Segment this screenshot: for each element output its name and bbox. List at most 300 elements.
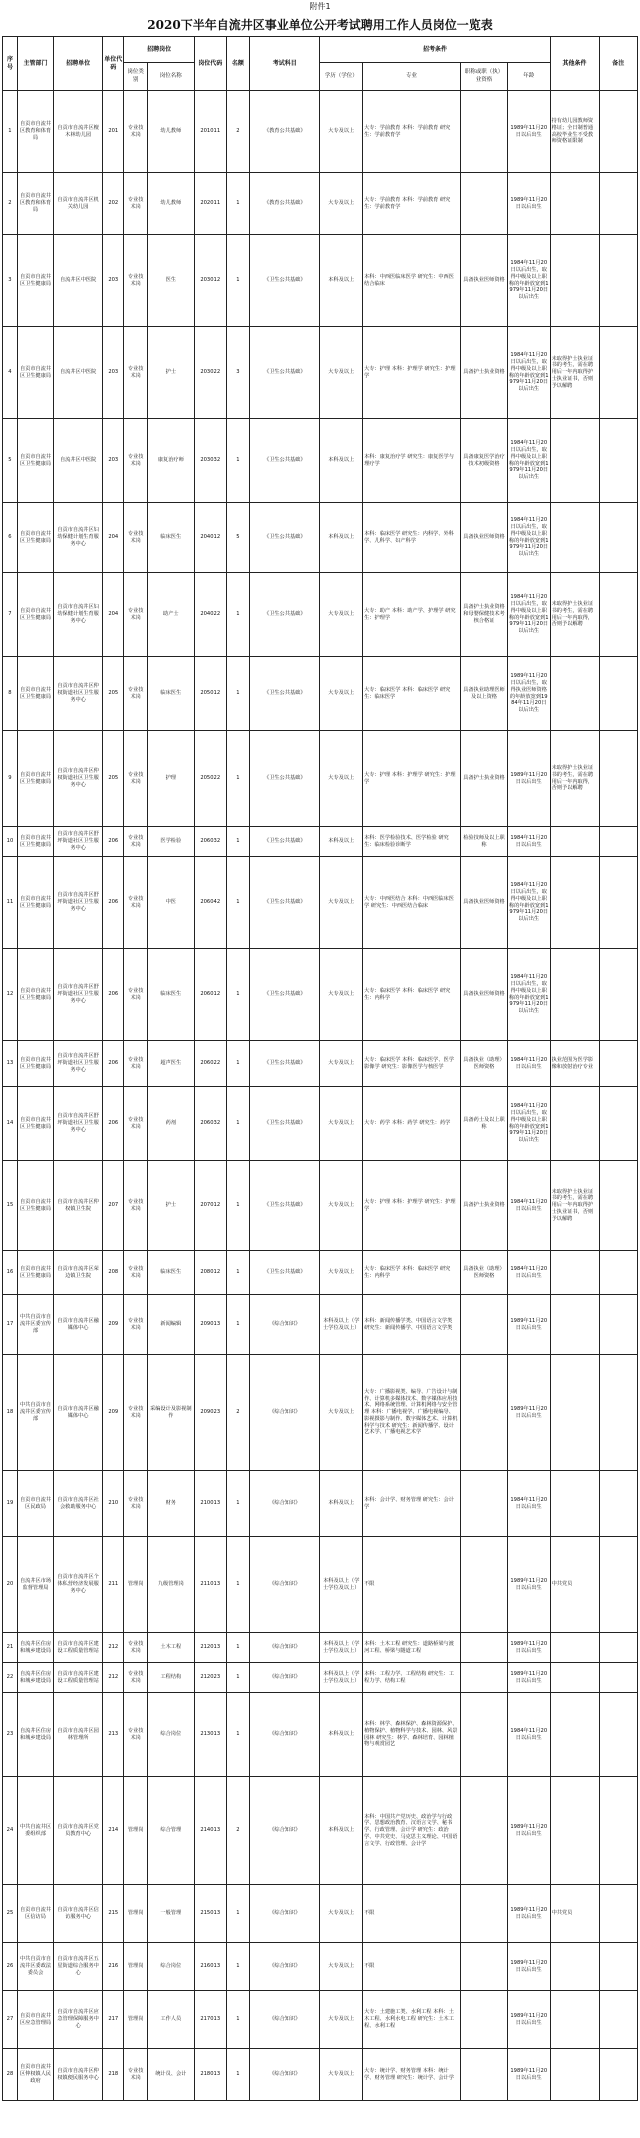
cell-pcode: 206042 [194,857,226,949]
cell-remark [599,503,637,573]
cell-pcode: 217013 [194,1991,226,2049]
cell-type: 专业技术岗 [124,1693,147,1777]
cell-pcode: 211013 [194,1537,226,1633]
cell-age: 1989年11月20日以后出生 [507,731,550,827]
cell-name: 统计员、会计 [147,2049,194,2101]
cell-dept: 自流井区住房和城乡建设局 [17,1663,53,1693]
cell-remark [599,1295,637,1355]
cell-unit: 自贡市自流井区仲权街道社区卫生服务中心 [54,657,103,731]
cell-quota: 1 [226,1471,249,1537]
annex-label: 附件1 [309,2,331,11]
cell-title: 具备护士执业资格 [461,1161,508,1251]
cell-title: 具备执业医师资格 [461,235,508,327]
cell-pcode: 216013 [194,1943,226,1991]
cell-edu: 大专及以上 [320,573,363,657]
cell-type: 专业技术岗 [124,173,147,235]
cell-major: 大专：护理 本科：护理学 研究生：护理学 [363,731,461,827]
cell-other [550,827,599,857]
cell-edu: 本科及以上（学士学位及以上） [320,1633,363,1663]
cell-title [461,1633,508,1663]
cell-type: 专业技术岗 [124,1663,147,1693]
cell-code: 215 [103,1885,124,1943]
cell-major: 大专：临床医学 本科：临床医学 研究生：内科学 [363,1251,461,1295]
cell-exam: 《卫生公共基础》 [250,857,320,949]
table-row [3,1693,638,1777]
cell-dept: 中共自贡市自流井区委宣传部 [17,1355,53,1471]
cell-title [461,1663,508,1693]
cell-code: 209 [103,1355,124,1471]
cell-other: 未取得护士执业证书的考生，需在聘用后一年内取得护士执业证书，否则予以解聘 [550,1161,599,1251]
cell-pcode: 203022 [194,327,226,419]
cell-type: 专业技术岗 [124,1471,147,1537]
cell-remark [599,1251,637,1295]
cell-unit: 自贡市自流井区社会救助服务中心 [54,1471,103,1537]
cell-quota: 1 [226,1537,249,1633]
cell-dept: 自流井区住房和城乡建设局 [17,1693,53,1777]
cell-dept: 自贡市自流井区教育和体育局 [17,91,53,173]
cell-dept: 自贡市自流井区应急管理局 [17,1991,53,2049]
cell-name: 综合岗位 [147,1693,194,1777]
table-row [3,1295,638,1355]
cell-exam: 《综合知识》 [250,1355,320,1471]
cell-edu: 大专及以上 [320,327,363,419]
cell-title: 具备护士执业资格和母婴保健技术考核合格证 [461,573,508,657]
cell-name: 综合岗位 [147,1943,194,1991]
cell-code: 207 [103,1161,124,1251]
cell-quota: 1 [226,1633,249,1663]
cell-pcode: 218013 [194,2049,226,2101]
cell-code: 201 [103,91,124,173]
cell-quota: 3 [226,327,249,419]
cell-no: 3 [3,235,18,327]
cell-other: 中共党员 [550,1537,599,1633]
cell-age: 1989年11月20日以后出生 [507,1885,550,1943]
cell-code: 202 [103,173,124,235]
cell-quota: 1 [226,1943,249,1991]
table-row [3,1041,638,1087]
cell-pcode: 206032 [194,827,226,857]
cell-name: 临床医生 [147,657,194,731]
cell-name: 土木工程 [147,1633,194,1663]
cell-age: 1984年11月20日以后出生，取得中级及以上职称的年龄放宽到1979年11月20日以后出生 [507,235,550,327]
cell-no: 25 [3,1885,18,1943]
table-row [3,657,638,731]
cell-no: 14 [3,1087,18,1161]
cell-age: 1989年11月20日以后出生 [507,1295,550,1355]
cell-other [550,2049,599,2101]
cell-name: 采编设计及影视制作 [147,1355,194,1471]
cell-type: 专业技术岗 [124,1633,147,1663]
cell-other [550,173,599,235]
col-major: 专业 [363,63,461,91]
table-row [3,1777,638,1885]
cell-age: 1984年11月20日以后出生 [507,1471,550,1537]
cell-title [461,1943,508,1991]
table-header [3,37,638,91]
cell-name: 医生 [147,235,194,327]
cell-age: 1984年11月20日以后出生 [507,1693,550,1777]
cell-quota: 1 [226,1885,249,1943]
cell-age: 1984年11月20日以后出生，取得中级及以上职称的年龄放宽到1979年11月20日以后出生 [507,503,550,573]
cell-edu: 本科及以上（学士学位及以上） [320,1663,363,1693]
cell-name: 财务 [147,1471,194,1537]
table-row [3,1943,638,1991]
cell-edu: 大专及以上 [320,1885,363,1943]
cell-no: 20 [3,1537,18,1633]
cell-edu: 本科及以上 [320,827,363,857]
cell-unit: 自贡市自流井区檀木林幼儿园 [54,91,103,173]
table-row [3,573,638,657]
cell-quota: 1 [226,857,249,949]
cell-remark [599,827,637,857]
cell-other [550,1693,599,1777]
cell-pcode: 206032 [194,1087,226,1161]
cell-name: 医学检验 [147,827,194,857]
cell-other [550,419,599,503]
cell-no: 9 [3,731,18,827]
cell-title: 具备执业医师资格 [461,503,508,573]
cell-pcode: 212013 [194,1633,226,1663]
cell-type: 专业技术岗 [124,949,147,1041]
cell-code: 213 [103,1693,124,1777]
col-remark: 备注 [599,37,637,91]
cell-exam: 《卫生公共基础》 [250,327,320,419]
cell-code: 203 [103,419,124,503]
cell-name: 助产士 [147,573,194,657]
cell-age: 1989年11月20日以后出生 [507,1633,550,1663]
cell-remark [599,1943,637,1991]
cell-remark [599,1885,637,1943]
cell-title [461,173,508,235]
cell-major: 大专：护理 本科：护理学 研究生：护理学 [363,327,461,419]
cell-no: 27 [3,1991,18,2049]
cell-pcode: 202011 [194,173,226,235]
cell-age: 1984年11月20日以后出生，取得中级及以上职称的年龄放宽到1979年11月20日以后出生 [507,1087,550,1161]
cell-code: 217 [103,1991,124,2049]
cell-other: 未取得护士执业证书的考生，需在聘用后一年内取得，否则予以解聘 [550,573,599,657]
cell-exam: 《卫生公共基础》 [250,235,320,327]
cell-pcode: 203012 [194,235,226,327]
table-row [3,327,638,419]
cell-no: 22 [3,1663,18,1693]
cell-type: 专业技术岗 [124,1251,147,1295]
cell-remark [599,573,637,657]
cell-age: 1984年11月20日以后出生，取得中级及以上职称的年龄放宽到1979年11月20日以后出生 [507,857,550,949]
cell-remark [599,949,637,1041]
cell-major: 不限 [363,1537,461,1633]
cell-name: 工程结构 [147,1663,194,1693]
cell-type: 专业技术岗 [124,857,147,949]
cell-pcode: 206022 [194,1041,226,1087]
cell-type: 专业技术岗 [124,2049,147,2101]
col-post-code: 岗位代码 [194,37,226,91]
cell-remark [599,235,637,327]
cell-no: 16 [3,1251,18,1295]
cell-title [461,1295,508,1355]
col-post-group: 招聘岗位 [124,37,194,63]
cell-name: 新闻编辑 [147,1295,194,1355]
cell-major: 大专：临床医学 本科：临床医学 研究生：临床医学 [363,657,461,731]
table-row [3,1633,638,1663]
cell-code: 212 [103,1633,124,1663]
cell-major: 不限 [363,1885,461,1943]
cell-age: 1989年11月20日以后出生，取得执业医师资格的年龄放宽到1984年11月20日以后出生 [507,657,550,731]
cell-unit: 自贡市自流井区信访服务中心 [54,1885,103,1943]
cell-exam: 《综合知识》 [250,1693,320,1777]
cell-dept: 自贡市自流井区民政局 [17,1471,53,1537]
cell-edu: 大专及以上 [320,1087,363,1161]
cell-type: 管理岗 [124,1537,147,1633]
cell-major: 大专：药学 本科：药学 研究生：药学 [363,1087,461,1161]
cell-unit: 自贡市自流井区舒坪街道社区卫生服务中心 [54,949,103,1041]
table-row [3,2049,638,2101]
cell-quota: 1 [226,1087,249,1161]
cell-remark [599,2049,637,2101]
cell-no: 8 [3,657,18,731]
cell-code: 206 [103,857,124,949]
cell-exam: 《综合知识》 [250,1537,320,1633]
cell-dept: 自贡市自流井区卫生健康局 [17,657,53,731]
cell-dept: 自贡市自流井区卫生健康局 [17,857,53,949]
cell-dept: 中共自贡市自流井区委政法委员会 [17,1943,53,1991]
table-row [3,503,638,573]
cell-dept: 自贡市自流井区卫生健康局 [17,327,53,419]
cell-remark [599,731,637,827]
col-dept: 主管部门 [17,37,53,91]
cell-type: 专业技术岗 [124,1161,147,1251]
cell-title [461,2049,508,2101]
cell-type: 专业技术岗 [124,1087,147,1161]
cell-major: 大专：统计学、财务管理 本科：统计学、财务管理 研究生：统计学、会计学 [363,2049,461,2101]
cell-unit: 自贡市自流井区党员教育中心 [54,1777,103,1885]
cell-dept: 自贡市自流井区教育和体育局 [17,173,53,235]
cell-name: 幼儿教师 [147,173,194,235]
cell-title: 具备康复医学治疗技术初级资格 [461,419,508,503]
table-row [3,173,638,235]
cell-name: 康复治疗师 [147,419,194,503]
cell-other [550,235,599,327]
table-row [3,857,638,949]
cell-unit: 自贡市自流井区舒坪街道社区卫生服务中心 [54,1087,103,1161]
cell-edu: 大专及以上 [320,857,363,949]
cell-pcode: 203032 [194,419,226,503]
cell-dept: 自贡市自流井区卫生健康局 [17,949,53,1041]
cell-quota: 2 [226,1777,249,1885]
cell-unit: 自贡市自流井区仲权镇便民服务中心 [54,2049,103,2101]
cell-exam: 《卫生公共基础》 [250,1251,320,1295]
cell-edu: 大专及以上 [320,1991,363,2049]
cell-type: 专业技术岗 [124,573,147,657]
cell-unit: 自贡市自流井区融媒体中心 [54,1355,103,1471]
cell-exam: 《综合知识》 [250,1471,320,1537]
cell-title: 具备执业医师资格 [461,949,508,1041]
cell-dept: 自贡市自流井区卫生健康局 [17,1251,53,1295]
cell-type: 管理岗 [124,1777,147,1885]
cell-no: 17 [3,1295,18,1355]
cell-exam: 《卫生公共基础》 [250,419,320,503]
cell-major: 本科：会计学、财务管理 研究生：会计学 [363,1471,461,1537]
cell-title [461,1991,508,2049]
cell-unit: 自贡市自流井区仲权镇卫生院 [54,1161,103,1251]
cell-name: 一般管理 [147,1885,194,1943]
cell-age: 1989年11月20日以后出生 [507,2049,550,2101]
cell-major: 本科：土木工程 研究生：道路桥梁与渡河工程、桥梁与隧道工程 [363,1633,461,1663]
cell-unit: 自贡市自流井区荣边镇卫生院 [54,1251,103,1295]
table-body [3,91,638,2101]
cell-title [461,1537,508,1633]
cell-code: 205 [103,657,124,731]
cell-remark [599,1471,637,1537]
cell-pcode: 201011 [194,91,226,173]
cell-type: 专业技术岗 [124,657,147,731]
cell-quota: 1 [226,235,249,327]
col-no: 序号 [3,37,18,91]
cell-other [550,1087,599,1161]
cell-remark [599,1633,637,1663]
cell-unit: 自贡市自流井区妇幼保健计划生育服务中心 [54,503,103,573]
cell-exam: 《综合知识》 [250,2049,320,2101]
col-cond-group: 招考条件 [320,37,550,63]
cell-major: 本科：医学检验技术、医学检验 研究生：临床检验诊断学 [363,827,461,857]
cell-title: 具备护士执业资格 [461,731,508,827]
table-row [3,731,638,827]
cell-unit: 自贡市自流井区应急管理保障服务中心 [54,1991,103,2049]
cell-age: 1989年11月20日以后出生 [507,1943,550,1991]
cell-age: 1984年11月20日以后出生，取得中级及以上职称的年龄放宽到1979年11月20日以后出生 [507,949,550,1041]
cell-name: 超声医生 [147,1041,194,1087]
cell-unit: 自贡市自流井区建设工程质量管理站 [54,1633,103,1663]
cell-exam: 《综合知识》 [250,1633,320,1663]
cell-no: 7 [3,573,18,657]
cell-other [550,1943,599,1991]
cell-edu: 大专及以上 [320,91,363,173]
cell-major: 本科：中西医临床医学 研究生：中西医结合临床 [363,235,461,327]
table-row [3,1355,638,1471]
cell-other: 未取得护士执业证书的考生，需在聘用后一年内取得护士执业证书，否则予以解聘 [550,327,599,419]
cell-edu: 本科及以上 [320,235,363,327]
cell-major: 本科：工程力学、工程结构 研究生：工程力学、结构工程 [363,1663,461,1693]
cell-exam: 《卫生公共基础》 [250,827,320,857]
cell-type: 管理岗 [124,1885,147,1943]
cell-pcode: 205022 [194,731,226,827]
cell-major: 大专：学前教育 本科：学前教育 研究生：学前教育学 [363,91,461,173]
cell-edu: 大专及以上 [320,1943,363,1991]
cell-remark [599,1161,637,1251]
cell-type: 专业技术岗 [124,503,147,573]
cell-major: 本科：临床医学 研究生：内科学、外科学、儿科学、妇产科学 [363,503,461,573]
cell-pcode: 209013 [194,1295,226,1355]
cell-edu: 大专及以上 [320,1355,363,1471]
cell-no: 12 [3,949,18,1041]
cell-dept: 中共自流井区委组织部 [17,1777,53,1885]
cell-code: 208 [103,1251,124,1295]
cell-dept: 自贡市自流井区卫生健康局 [17,503,53,573]
cell-exam: 《卫生公共基础》 [250,1087,320,1161]
cell-name: 护士 [147,327,194,419]
cell-remark [599,1087,637,1161]
cell-title [461,1777,508,1885]
cell-no: 6 [3,503,18,573]
cell-exam: 《卫生公共基础》 [250,731,320,827]
cell-quota: 2 [226,91,249,173]
cell-remark [599,173,637,235]
cell-major: 大专：学前教育 本科：学前教育 研究生：学前教育学 [363,173,461,235]
cell-no: 2 [3,173,18,235]
cell-dept: 自贡市自流井区信访局 [17,1885,53,1943]
cell-age: 1989年11月20日以后出生 [507,1537,550,1633]
cell-edu: 大专及以上 [320,2049,363,2101]
cell-title: 具备药士及以上职称 [461,1087,508,1161]
cell-pcode: 204012 [194,503,226,573]
cell-major: 本科：中国共产党历史、政治学与行政学、思想政治教育、汉语言文学、秘书学、行政管理、会计学 研究生：政治学、中共党史、马克思主义理论、中国语言文学、行政管理、会计学 [363,1777,461,1885]
cell-remark [599,1693,637,1777]
cell-dept: 自流井区住房和城乡建设局 [17,1633,53,1663]
cell-name: 幼儿教师 [147,91,194,173]
cell-title: 具备执业（助理）医师资格 [461,1041,508,1087]
cell-remark [599,1537,637,1633]
cell-major: 大专：临床医学 本科：临床医学 研究生：内科学 [363,949,461,1041]
cell-name: 工作人员 [147,1991,194,2049]
cell-age: 1984年11月20日以后出生 [507,827,550,857]
cell-no: 4 [3,327,18,419]
cell-unit: 自贡市自流井区舒坪街道社区卫生服务中心 [54,827,103,857]
cell-other [550,657,599,731]
cell-edu: 本科及以上 [320,419,363,503]
col-post-type: 岗位类别 [124,63,147,91]
cell-title: 具备护士执业资格 [461,327,508,419]
cell-pcode: 208012 [194,1251,226,1295]
cell-dept: 自流井区市场监督管理局 [17,1537,53,1633]
cell-major: 不限 [363,1943,461,1991]
positions-table [2,36,638,2101]
cell-age: 1989年11月20日以后出生 [507,1777,550,1885]
cell-remark [599,419,637,503]
cell-quota: 1 [226,1693,249,1777]
cell-edu: 本科及以上（学士学位及以上） [320,1295,363,1355]
col-edu: 学历（学位） [320,63,363,91]
cell-other [550,1991,599,2049]
table-row [3,1471,638,1537]
table-row [3,1537,638,1633]
cell-quota: 2 [226,1355,249,1471]
cell-quota: 1 [226,573,249,657]
cell-name: 临床医生 [147,949,194,1041]
cell-name: 临床医生 [147,503,194,573]
cell-unit: 自贡市自流井区舒坪街道社区卫生服务中心 [54,857,103,949]
cell-unit: 自贡市自流井区五星街道综合服务中心 [54,1943,103,1991]
cell-code: 210 [103,1471,124,1537]
table-row [3,1991,638,2049]
cell-age: 1984年11月20日以后出生 [507,1161,550,1251]
cell-quota: 1 [226,1161,249,1251]
cell-unit: 自贡市自流井区舒坪街道社区卫生服务中心 [54,1041,103,1087]
col-quota: 名额 [226,37,249,91]
cell-type: 管理岗 [124,1943,147,1991]
cell-quota: 1 [226,1991,249,2049]
cell-name: 综合管理 [147,1777,194,1885]
cell-no: 5 [3,419,18,503]
col-unit: 招聘单位 [54,37,103,91]
cell-other: 中共党员 [550,1885,599,1943]
cell-other [550,1471,599,1537]
cell-other [550,1663,599,1693]
cell-exam: 《教育公共基础》 [250,91,320,173]
cell-major: 本科：康复治疗学 研究生：康复医学与理疗学 [363,419,461,503]
cell-no: 18 [3,1355,18,1471]
cell-type: 专业技术岗 [124,827,147,857]
cell-dept: 自贡市自流井区卫生健康局 [17,419,53,503]
cell-other [550,1777,599,1885]
